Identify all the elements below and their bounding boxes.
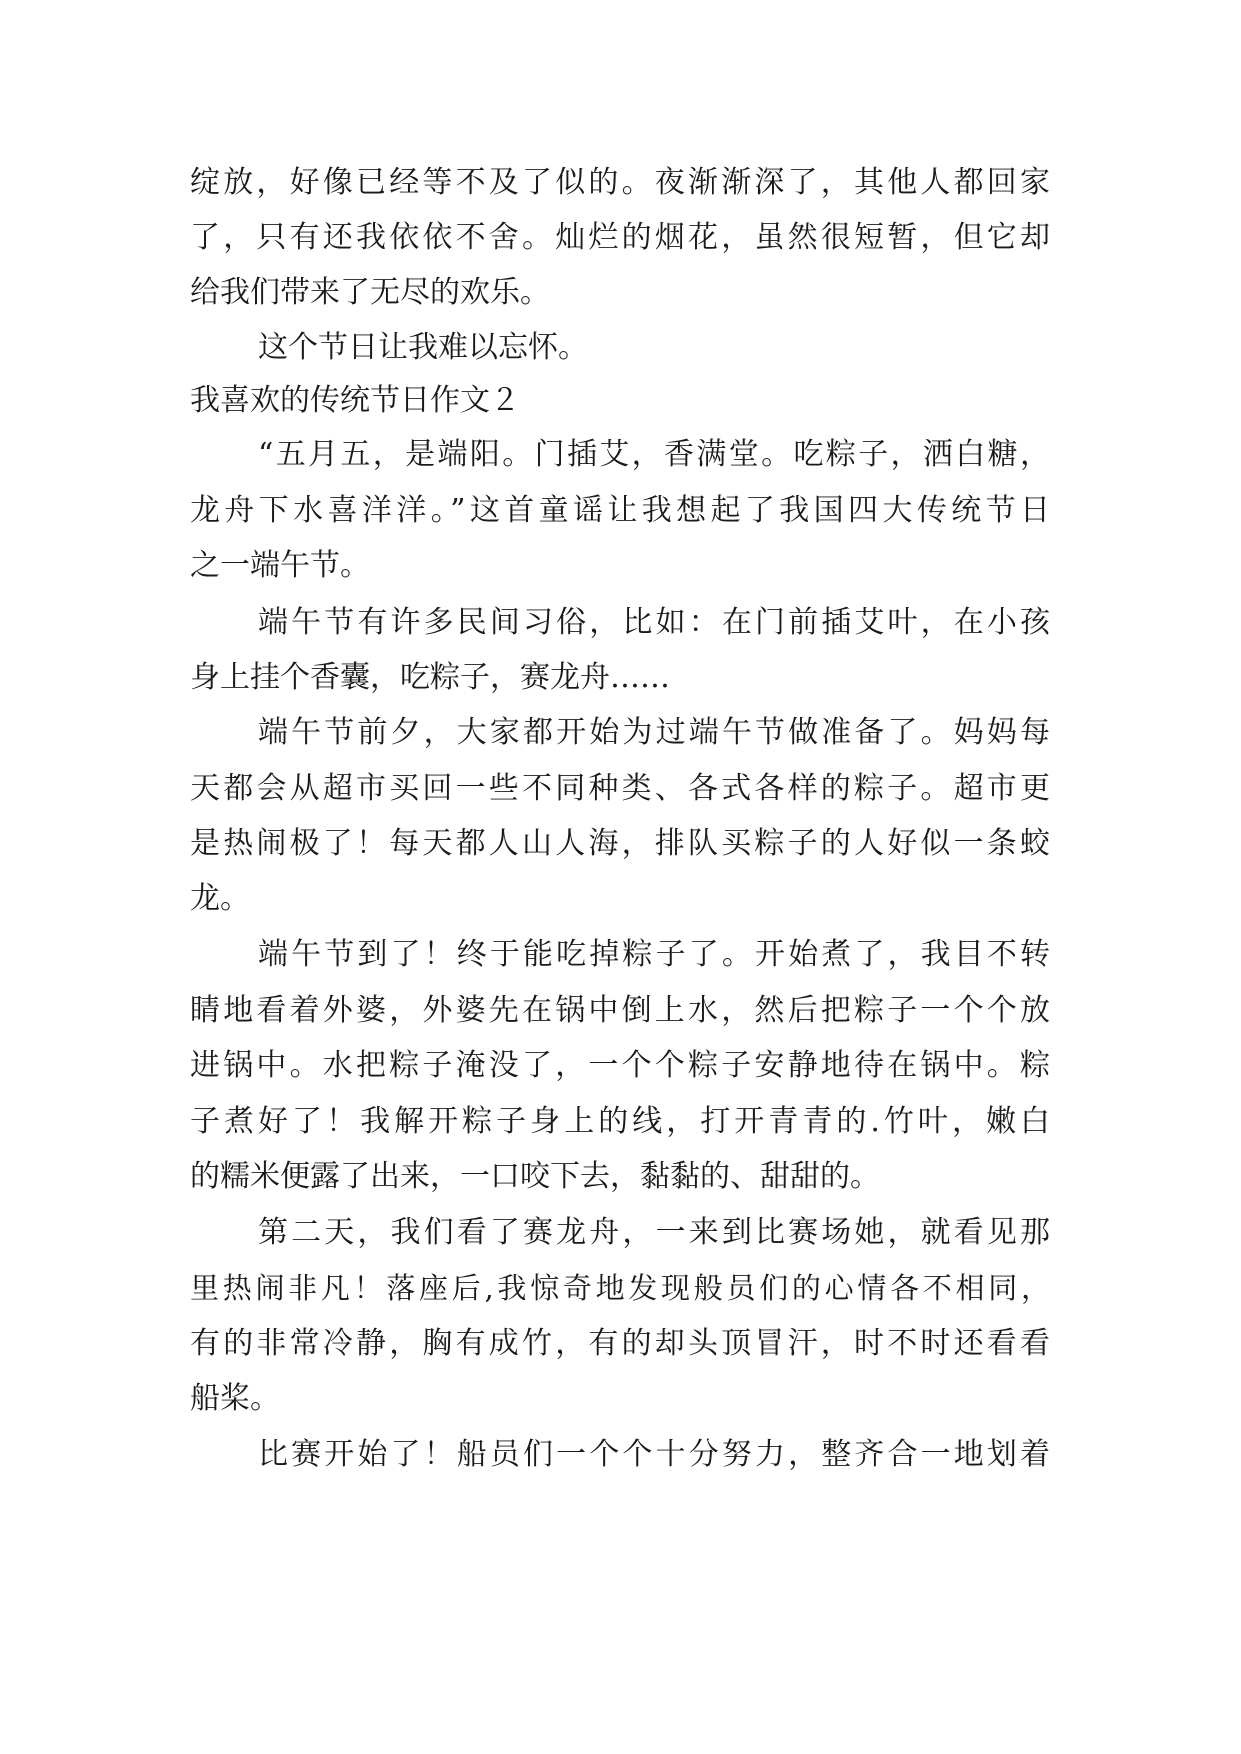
paragraph-line: 端午节前夕，大家都开始为过端午节做准备了。妈妈每 xyxy=(258,715,1050,750)
paragraph-line: 端午节到了！终于能吃掉粽子了。开始煮了，我目不转 xyxy=(258,937,1050,972)
paragraph-line: 给我们带来了无尽的欢乐。 xyxy=(190,275,550,310)
paragraph-line: 身上挂个香囊，吃粽子，赛龙舟…… xyxy=(190,660,670,695)
paragraph-line: 之一端午节。 xyxy=(190,548,370,583)
paragraph-line: 比赛开始了！船员们一个个十分努力，整齐合一地划着 xyxy=(258,1437,1050,1472)
paragraph-line: 了，只有还我依依不舍。灿烂的烟花，虽然很短暂，但它却 xyxy=(190,220,1050,255)
paragraph-line: “五月五，是端阳。门插艾，香满堂。吃粽子，洒白糖， xyxy=(258,437,1050,472)
paragraph-line: 龙。 xyxy=(190,881,250,916)
paragraph-line: 第二天，我们看了赛龙舟，一来到比赛场她，就看见那 xyxy=(258,1215,1050,1250)
paragraph-line: 船桨。 xyxy=(190,1381,280,1416)
paragraph-line: 绽放，好像已经等不及了似的。夜渐渐深了，其他人都回家 xyxy=(190,165,1050,200)
paragraph-line: 龙舟下水喜洋洋。”这首童谣让我想起了我国四大传统节日 xyxy=(190,493,1050,528)
paragraph-line: 的糯米便露了出来，一口咬下去，黏黏的、甜甜的。 xyxy=(190,1159,880,1194)
paragraph-line: 子煮好了！我解开粽子身上的线，打开青青的.竹叶，嫩白 xyxy=(190,1104,1050,1139)
paragraph-line: 天都会从超市买回一些不同种类、各式各样的粽子。超市更 xyxy=(190,771,1050,806)
section-heading: 我喜欢的传统节日作文２ xyxy=(190,383,520,418)
paragraph-line: 是热闹极了！每天都人山人海，排队买粽子的人好似一条蛟 xyxy=(190,826,1050,861)
paragraph-line: 里热闹非凡！落座后,我惊奇地发现般员们的心情各不相同， xyxy=(190,1271,1050,1305)
paragraph-line: 端午节有许多民间习俗，比如：在门前插艾叶，在小孩 xyxy=(258,605,1050,640)
paragraph-line: 有的非常冷静，胸有成竹，有的却头顶冒汗，时不时还看看 xyxy=(190,1326,1050,1361)
paragraph-line: 睛地看着外婆，外婆先在锅中倒上水，然后把粽子一个个放 xyxy=(190,993,1050,1028)
paragraph-line: 这个节日让我难以忘怀。 xyxy=(258,330,588,365)
paragraph-line: 进锅中。水把粽子淹没了，一个个粽子安静地待在锅中。粽 xyxy=(190,1048,1050,1083)
